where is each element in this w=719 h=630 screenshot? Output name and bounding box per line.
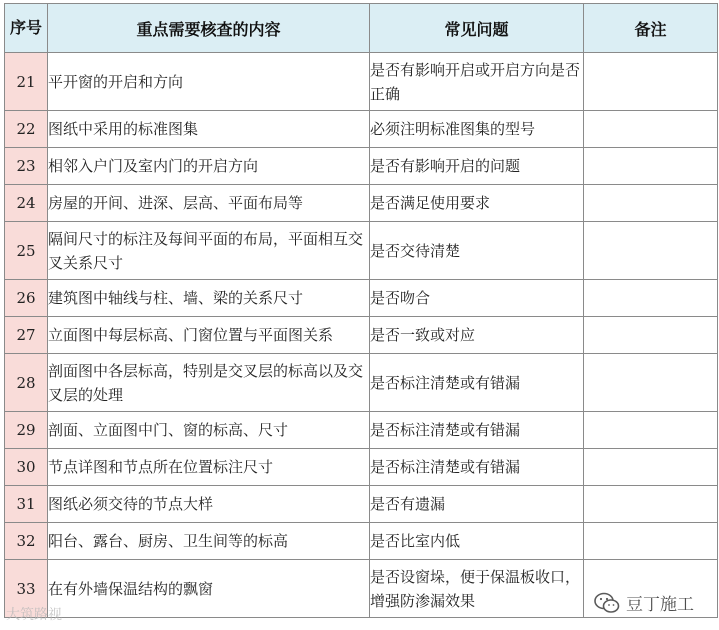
row-number: 23 (5, 148, 48, 185)
row-issue: 是否有遗漏 (370, 486, 584, 523)
row-issue: 是否设窗垛，便于保温板收口，增强防渗漏效果 (370, 560, 584, 618)
watermark-right-label: 豆丁施工 (626, 595, 694, 615)
row-note (584, 523, 718, 560)
row-note (584, 148, 718, 185)
wechat-icon (594, 592, 620, 614)
row-content: 剖面、立面图中门、窗的标高、尺寸 (48, 412, 370, 449)
row-content: 图纸必须交待的节点大样 (48, 486, 370, 523)
row-content: 房屋的开间、进深、层高、平面布局等 (48, 185, 370, 222)
row-content: 平开窗的开启和方向 (48, 53, 370, 111)
row-number: 24 (5, 185, 48, 222)
row-issue: 是否吻合 (370, 280, 584, 317)
row-note (584, 53, 718, 111)
table-row (5, 354, 718, 412)
row-note (584, 111, 718, 148)
row-number: 33 (5, 560, 48, 618)
row-note (584, 354, 718, 412)
watermark-right (590, 588, 698, 617)
row-content: 节点详图和节点所在位置标注尺寸 (48, 449, 370, 486)
table-row (5, 148, 718, 185)
table-row (5, 523, 718, 560)
row-note (584, 412, 718, 449)
header-content: 重点需要核查的内容 (48, 4, 370, 53)
row-number: 30 (5, 449, 48, 486)
table-row (5, 317, 718, 354)
header-issue: 常见问题 (370, 4, 584, 53)
table-row (5, 111, 718, 148)
row-number: 31 (5, 486, 48, 523)
row-number: 22 (5, 111, 48, 148)
row-note (584, 317, 718, 354)
row-issue: 是否满足使用要求 (370, 185, 584, 222)
row-issue: 是否标注清楚或有错漏 (370, 449, 584, 486)
table-row (5, 412, 718, 449)
row-issue: 是否有影响开启或开启方向是否正确 (370, 53, 584, 111)
row-issue: 必须注明标准图集的型号 (370, 111, 584, 148)
row-number: 29 (5, 412, 48, 449)
row-note (584, 185, 718, 222)
header-note: 备注 (584, 4, 718, 53)
row-number: 27 (5, 317, 48, 354)
row-note (584, 486, 718, 523)
row-content: 立面图中每层标高、门窗位置与平面图关系 (48, 317, 370, 354)
row-issue: 是否比室内低 (370, 523, 584, 560)
watermark-left: 大筑路视 (6, 607, 62, 623)
row-content: 图纸中采用的标准图集 (48, 111, 370, 148)
table-row (5, 280, 718, 317)
row-issue: 是否标注清楚或有错漏 (370, 412, 584, 449)
table-row (5, 53, 718, 111)
row-content: 剖面图中各层标高，特别是交叉层的标高以及交叉层的处理 (48, 354, 370, 412)
row-number: 25 (5, 222, 48, 280)
row-issue: 是否一致或对应 (370, 317, 584, 354)
table-row (5, 222, 718, 280)
table-row (5, 486, 718, 523)
row-note (584, 222, 718, 280)
row-number: 26 (5, 280, 48, 317)
row-content: 隔间尺寸的标注及每间平面的布局，平面相互交叉关系尺寸 (48, 222, 370, 280)
row-content: 相邻入户门及室内门的开启方向 (48, 148, 370, 185)
row-content: 阳台、露台、厨房、卫生间等的标高 (48, 523, 370, 560)
table-row (5, 185, 718, 222)
inspection-table (4, 3, 718, 618)
row-issue: 是否交待清楚 (370, 222, 584, 280)
row-note (584, 280, 718, 317)
header-row (5, 4, 718, 53)
row-issue: 是否有影响开启的问题 (370, 148, 584, 185)
row-number: 32 (5, 523, 48, 560)
row-content: 在有外墙保温结构的飘窗 (48, 560, 370, 618)
table-row (5, 449, 718, 486)
row-note (584, 449, 718, 486)
header-no: 序号 (5, 4, 48, 53)
row-issue: 是否标注清楚或有错漏 (370, 354, 584, 412)
row-number: 28 (5, 354, 48, 412)
row-number: 21 (5, 53, 48, 111)
row-content: 建筑图中轴线与柱、墙、梁的关系尺寸 (48, 280, 370, 317)
